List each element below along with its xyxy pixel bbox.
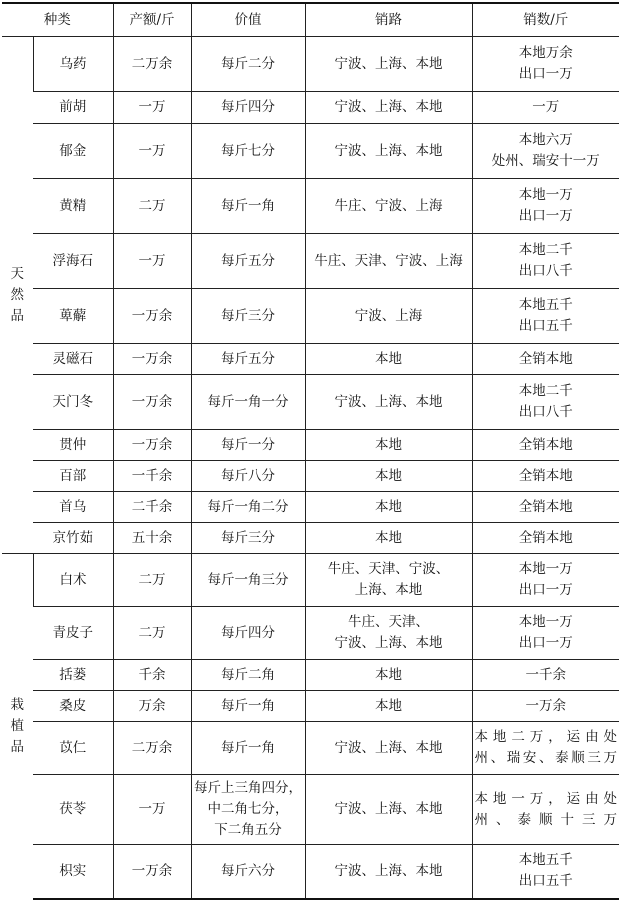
table-row <box>2 124 619 179</box>
table-row <box>2 375 619 430</box>
price-cell <box>191 234 305 289</box>
sales-cell <box>472 344 619 375</box>
cell-line: 上海、本地 <box>354 582 423 598</box>
cell-line: 牛庄、天津、宁波、 <box>327 561 450 577</box>
cell-line: 每斤四分 <box>221 624 275 641</box>
sales-cell <box>472 554 619 607</box>
herb-name: 白术 <box>33 554 113 607</box>
cell-line: 本地一万 <box>518 614 573 630</box>
price-cell <box>191 344 305 375</box>
cell-line: 宁波、上海、本地 <box>334 393 443 410</box>
output-cell: 一万余 <box>113 845 191 899</box>
cell-line: 本地 <box>375 666 402 683</box>
table-row <box>2 607 619 660</box>
output-cell: 一万余 <box>113 430 191 461</box>
cell-line: 本地 <box>375 697 402 714</box>
herb-name: 茯苓 <box>33 775 113 845</box>
header-sales: 销数/斤 <box>472 3 619 37</box>
output-cell: 一万余 <box>113 375 191 430</box>
sales-cell <box>472 179 619 234</box>
herb-name: 青皮子 <box>33 607 113 660</box>
price-cell <box>191 375 305 430</box>
cell-line: 本地六万 <box>518 132 573 148</box>
table-row <box>2 461 619 492</box>
price-cell <box>191 124 305 179</box>
cell-line: 本地二千 <box>518 242 573 258</box>
cell-line: 一万余 <box>525 697 566 714</box>
herb-name: 枳实 <box>33 845 113 899</box>
cell-line: 每斤四分 <box>221 99 275 115</box>
market-cell <box>305 92 472 124</box>
table-row <box>2 92 619 124</box>
header-market: 销路 <box>305 3 472 37</box>
market-cell <box>305 179 472 234</box>
cell-line: 州、瑞安、泰顺三万 <box>474 750 617 766</box>
cell-line: 宁波、上海、本地 <box>334 801 443 817</box>
header-price: 价值 <box>191 3 305 37</box>
cell-line: 每斤一分 <box>221 436 275 453</box>
sales-cell <box>472 607 619 660</box>
output-cell: 二万余 <box>113 37 191 92</box>
sales-cell <box>472 37 619 92</box>
sales-cell <box>472 660 619 691</box>
output-cell: 万余 <box>113 691 191 722</box>
sales-cell <box>472 492 619 523</box>
table-row <box>2 179 619 234</box>
market-cell <box>305 523 472 554</box>
cell-line: 全销本地 <box>518 467 573 484</box>
cell-line: 本地 <box>375 498 402 515</box>
cell-line: 出口一万 <box>518 635 573 651</box>
table-row <box>2 691 619 722</box>
sales-cell <box>472 92 619 124</box>
sales-cell <box>472 124 619 179</box>
table-row <box>2 660 619 691</box>
table-row <box>2 722 619 775</box>
output-cell: 千余 <box>113 660 191 691</box>
price-cell <box>191 492 305 523</box>
market-cell <box>305 775 472 845</box>
price-cell <box>191 461 305 492</box>
price-cell <box>191 92 305 124</box>
market-cell <box>305 660 472 691</box>
cell-line: 中二角七分， <box>207 801 289 817</box>
cell-line: 出口五千 <box>518 873 573 890</box>
cell-line: 出口五千 <box>518 318 573 334</box>
price-cell <box>191 37 305 92</box>
table-row <box>2 234 619 289</box>
table-row <box>2 289 619 344</box>
market-cell <box>305 691 472 722</box>
cell-line: 牛庄、天津、 <box>348 614 429 630</box>
herb-table <box>2 2 619 900</box>
output-cell: 二万 <box>113 179 191 234</box>
category-char: 然 <box>10 286 24 303</box>
cell-line: 本地一万，运由处 <box>474 790 617 807</box>
market-cell <box>305 554 472 607</box>
cell-line: 本地 <box>375 467 402 484</box>
price-cell <box>191 607 305 660</box>
sales-cell <box>472 775 619 845</box>
header-output: 产额/斤 <box>113 3 191 37</box>
output-cell: 二千余 <box>113 492 191 523</box>
cell-line: 全销本地 <box>518 350 573 367</box>
cell-line: 本地 <box>375 350 402 367</box>
cell-line: 全销本地 <box>518 529 573 546</box>
price-cell <box>191 554 305 607</box>
sales-cell <box>472 523 619 554</box>
cell-line: 每斤一角二分 <box>207 498 289 515</box>
table-row <box>2 845 619 899</box>
herb-name: 乌药 <box>33 37 113 92</box>
sales-cell <box>472 461 619 492</box>
cell-line: 每斤六分 <box>221 862 275 879</box>
cell-line: 宁波、上海、本地 <box>334 55 443 72</box>
cell-line: 每斤七分 <box>221 142 275 159</box>
market-cell <box>305 37 472 92</box>
cell-line: 宁波、上海 <box>354 307 423 324</box>
cell-line: 每斤八分 <box>221 467 275 484</box>
price-cell <box>191 430 305 461</box>
market-cell <box>305 461 472 492</box>
price-cell <box>191 289 305 344</box>
market-cell <box>305 124 472 179</box>
cell-line: 每斤三分 <box>221 529 275 546</box>
sales-cell <box>472 845 619 899</box>
cell-line: 下二角五分 <box>214 822 282 838</box>
cell-line: 每斤三分 <box>221 307 275 324</box>
price-cell <box>191 691 305 722</box>
cell-line: 每斤二角 <box>221 666 275 683</box>
table-row <box>2 554 619 607</box>
cell-line: 每斤二分 <box>221 55 275 72</box>
price-cell <box>191 722 305 775</box>
cell-line: 本地一万 <box>518 187 573 203</box>
cell-line: 牛庄、天津、宁波、上海 <box>314 252 463 269</box>
cell-line: 每斤五分 <box>221 252 275 269</box>
sales-cell <box>472 375 619 430</box>
output-cell: 一万 <box>113 124 191 179</box>
cell-line: 一万 <box>532 99 560 115</box>
category-char: 天 <box>10 265 24 282</box>
output-cell: 一万 <box>113 234 191 289</box>
herb-name: 京竹茹 <box>33 523 113 554</box>
price-cell <box>191 775 305 845</box>
cell-line: 每斤五分 <box>221 350 275 367</box>
category-label <box>2 37 33 554</box>
cell-line: 本地 <box>375 529 402 546</box>
herb-name: 桑皮 <box>33 691 113 722</box>
table-row <box>2 344 619 375</box>
cell-line: 宁波、上海、本地 <box>334 739 443 756</box>
market-cell <box>305 607 472 660</box>
header-row <box>2 3 619 37</box>
cell-line: 本地万余 <box>518 45 573 61</box>
herb-name: 郁金 <box>33 124 113 179</box>
sales-cell <box>472 430 619 461</box>
cell-line: 一千余 <box>525 666 566 683</box>
category-char: 栽 <box>10 696 24 713</box>
table-row <box>2 775 619 845</box>
output-cell: 一千余 <box>113 461 191 492</box>
cell-line: 出口八千 <box>518 404 573 420</box>
price-cell <box>191 845 305 899</box>
cell-line: 本地 <box>375 436 402 453</box>
herb-name: 首乌 <box>33 492 113 523</box>
output-cell: 一万 <box>113 775 191 845</box>
sales-cell <box>472 722 619 775</box>
cell-line: 州、泰顺十三万 <box>474 811 617 828</box>
category-char: 植 <box>10 717 24 734</box>
price-cell <box>191 660 305 691</box>
herb-name: 浮海石 <box>33 234 113 289</box>
herb-name: 黄精 <box>33 179 113 234</box>
market-cell <box>305 289 472 344</box>
herb-name: 天门冬 <box>33 375 113 430</box>
output-cell: 一万 <box>113 92 191 124</box>
category-char: 品 <box>10 738 24 755</box>
price-cell <box>191 179 305 234</box>
cell-line: 出口一万 <box>518 66 573 82</box>
header-category: 种类 <box>2 3 113 37</box>
table-row <box>2 430 619 461</box>
cell-line: 每斤一角三分 <box>207 571 289 588</box>
cell-line: 本地五千 <box>518 852 573 869</box>
cell-line: 本地二万，运由处 <box>474 729 617 745</box>
cell-line: 每斤一角 <box>221 197 275 214</box>
table-row <box>2 523 619 554</box>
cell-line: 出口一万 <box>518 582 573 598</box>
cell-line: 宁波、上海、本地 <box>334 142 443 159</box>
cell-line: 出口八千 <box>518 263 573 279</box>
market-cell <box>305 722 472 775</box>
cell-line: 宁波、上海、本地 <box>334 99 443 115</box>
sales-cell <box>472 691 619 722</box>
output-cell: 一万余 <box>113 344 191 375</box>
cell-line: 每斤上三角四分， <box>194 780 302 796</box>
price-cell <box>191 523 305 554</box>
herb-name: 灵磁石 <box>33 344 113 375</box>
output-cell: 一万余 <box>113 289 191 344</box>
sales-cell <box>472 289 619 344</box>
herb-name: 百部 <box>33 461 113 492</box>
cell-line: 本地二千 <box>518 383 573 399</box>
category-label <box>2 554 33 899</box>
market-cell <box>305 375 472 430</box>
output-cell: 二万 <box>113 554 191 607</box>
table-row <box>2 492 619 523</box>
herb-name: 前胡 <box>33 92 113 124</box>
market-cell <box>305 492 472 523</box>
cell-line: 出口一万 <box>518 208 573 224</box>
cell-line: 本地一万 <box>518 561 573 577</box>
cell-line: 每斤一角 <box>221 739 275 756</box>
herb-name: 括蒌 <box>33 660 113 691</box>
herb-name: 贯仲 <box>33 430 113 461</box>
cell-line: 全销本地 <box>518 498 573 515</box>
output-cell: 二万 <box>113 607 191 660</box>
herb-name: 萆薢 <box>33 289 113 344</box>
market-cell <box>305 344 472 375</box>
cell-line: 宁波、上海、本地 <box>334 862 443 879</box>
herb-name: 苡仁 <box>33 722 113 775</box>
table-row <box>2 37 619 92</box>
cell-line: 每斤一角 <box>221 697 275 714</box>
sales-cell <box>472 234 619 289</box>
cell-line: 牛庄、宁波、上海 <box>334 197 443 214</box>
market-cell <box>305 845 472 899</box>
cell-line: 宁波、上海、本地 <box>334 635 443 651</box>
market-cell <box>305 430 472 461</box>
category-char: 品 <box>10 307 24 324</box>
cell-line: 全销本地 <box>518 436 573 453</box>
cell-line: 每斤一角一分 <box>207 393 289 410</box>
market-cell <box>305 234 472 289</box>
cell-line: 处州、瑞安十一万 <box>491 153 600 169</box>
cell-line: 本地五千 <box>518 297 573 313</box>
output-cell: 五十余 <box>113 523 191 554</box>
output-cell: 二万余 <box>113 722 191 775</box>
